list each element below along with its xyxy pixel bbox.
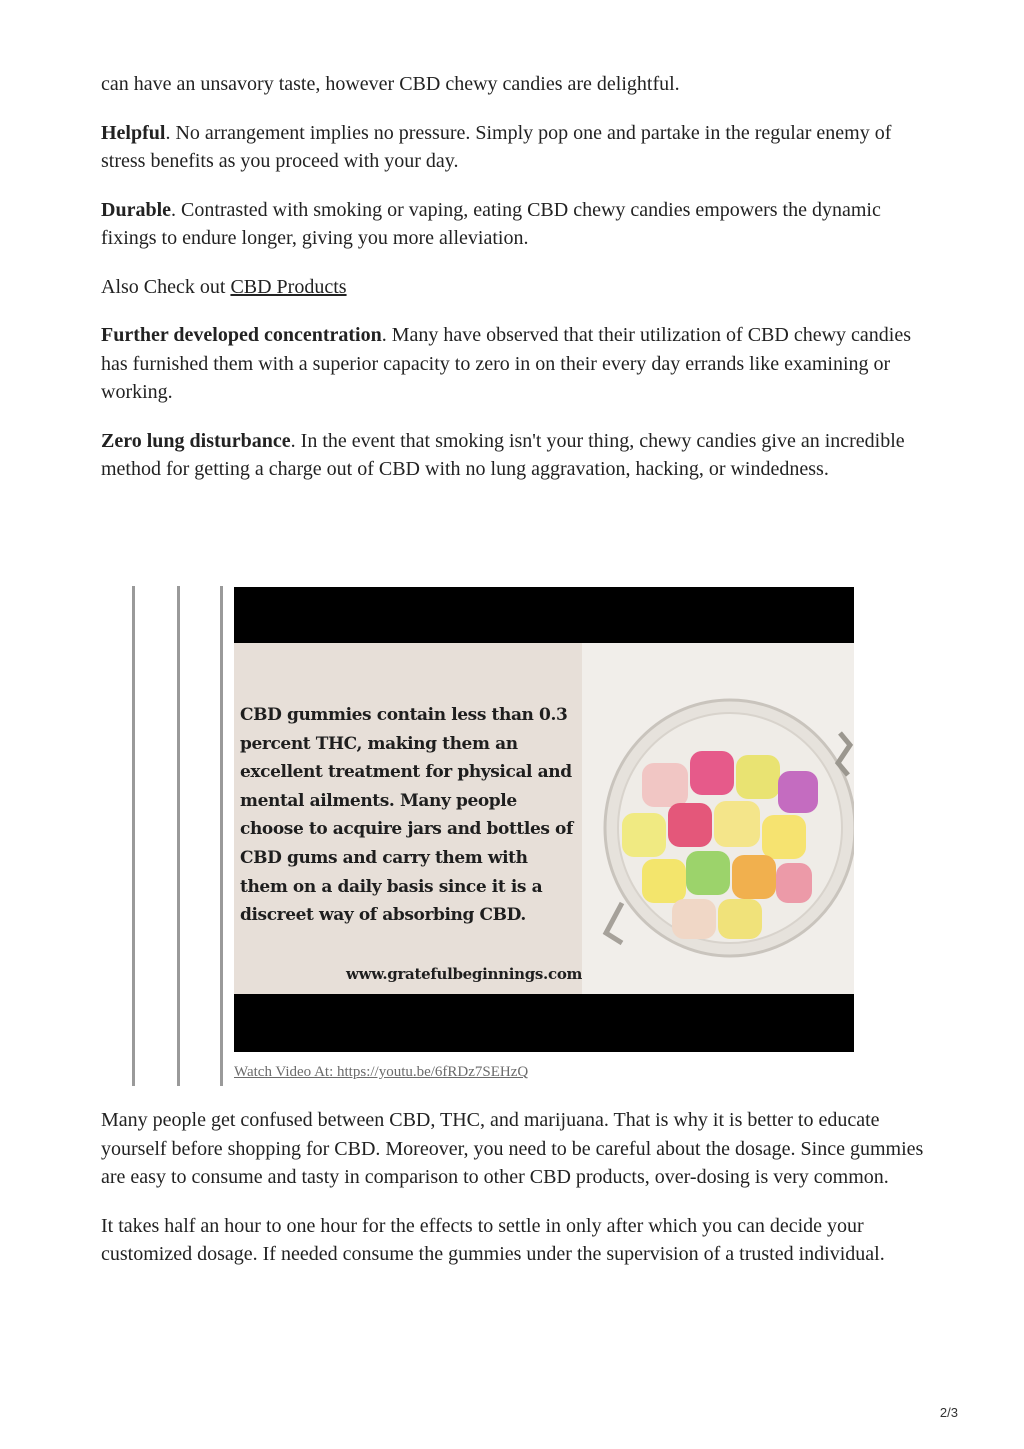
paragraph-taste [101, 70, 931, 99]
paragraph-concentration [101, 321, 931, 407]
bold-term-durable: Durable [101, 198, 171, 221]
paragraph-text: Many people get confused between CBD, THC, and marijuana. That is why it is better to educate yourself before shopping for CBD. Moreover, you need to be careful about the dosage. Since gummies are easy to consume and tasty in comparison to other CBD products, over-dosing is very common. [101, 1109, 924, 1188]
quote-bar [220, 586, 223, 1086]
paragraph-text: Also Check out [101, 275, 231, 298]
paragraph-text: can have an unsavory taste, however CBD chewy candies are delightful. [101, 73, 680, 95]
quote-bar [177, 586, 180, 1086]
paragraph-text: . Many have observed that their utilization of CBD chewy candies has furnished them with a superior capacity to zero in on their every day errands like examining or working. [101, 324, 911, 403]
quote-bar [132, 586, 135, 1086]
page-number: 2/3 [939, 1405, 958, 1420]
paragraph-confusion [101, 1106, 931, 1192]
paragraph-helpful [101, 119, 931, 176]
video-text-panel [234, 643, 582, 994]
video-frame-url: www.gratefulbeginnings.com [346, 965, 583, 983]
article-body-bottom [101, 1106, 931, 1289]
paragraph-text: . No arrangement implies no pressure. Simply pop one and partake in the regular enemy of stress benefits as you proceed with your day. [101, 121, 892, 172]
video-frame [234, 643, 854, 994]
paragraph-text: . In the event that smoking isn't your thing, chewy candies give an incredible method for getting a charge out of CBD with no lung aggravation, hacking, or windedness. [101, 429, 905, 480]
video-frame-text: CBD gummies contain less than 0.3 percent THC, making them an excellent treatment for physical and mental ailments. Many people choose to acquire jars and bottles of CBD gums and carry them with them on a daily basis since it is a discreet way of absorbing CBD. [240, 705, 573, 926]
gummy-jar-image [582, 643, 854, 994]
video-embed-block [132, 586, 862, 1086]
watch-video-link[interactable]: Watch Video At: https://youtu.be/6fRDz7SEHzQ [234, 1064, 529, 1080]
paragraph-check-out [101, 273, 931, 302]
gummy-jar-icon [582, 643, 854, 994]
paragraph-durable [101, 196, 931, 253]
cbd-products-link[interactable]: CBD Products [230, 275, 347, 298]
article-body-top [101, 70, 931, 504]
paragraph-lung [101, 427, 931, 484]
bold-term-concentration: Further developed concentration [101, 324, 382, 346]
paragraph-dosage [101, 1212, 931, 1269]
video-thumbnail[interactable] [234, 587, 854, 1052]
bold-term-helpful: Helpful [101, 121, 166, 144]
paragraph-text: . Contrasted with smoking or vaping, eating CBD chewy candies empowers the dynamic fixings to endure longer, giving you more alleviation. [101, 198, 881, 249]
bold-term-lung: Zero lung disturbance [101, 429, 291, 452]
paragraph-text: It takes half an hour to one hour for the effects to settle in only after which you can decide your customized dosage. If needed consume the gummies under the supervision of a trusted individual. [101, 1214, 885, 1265]
